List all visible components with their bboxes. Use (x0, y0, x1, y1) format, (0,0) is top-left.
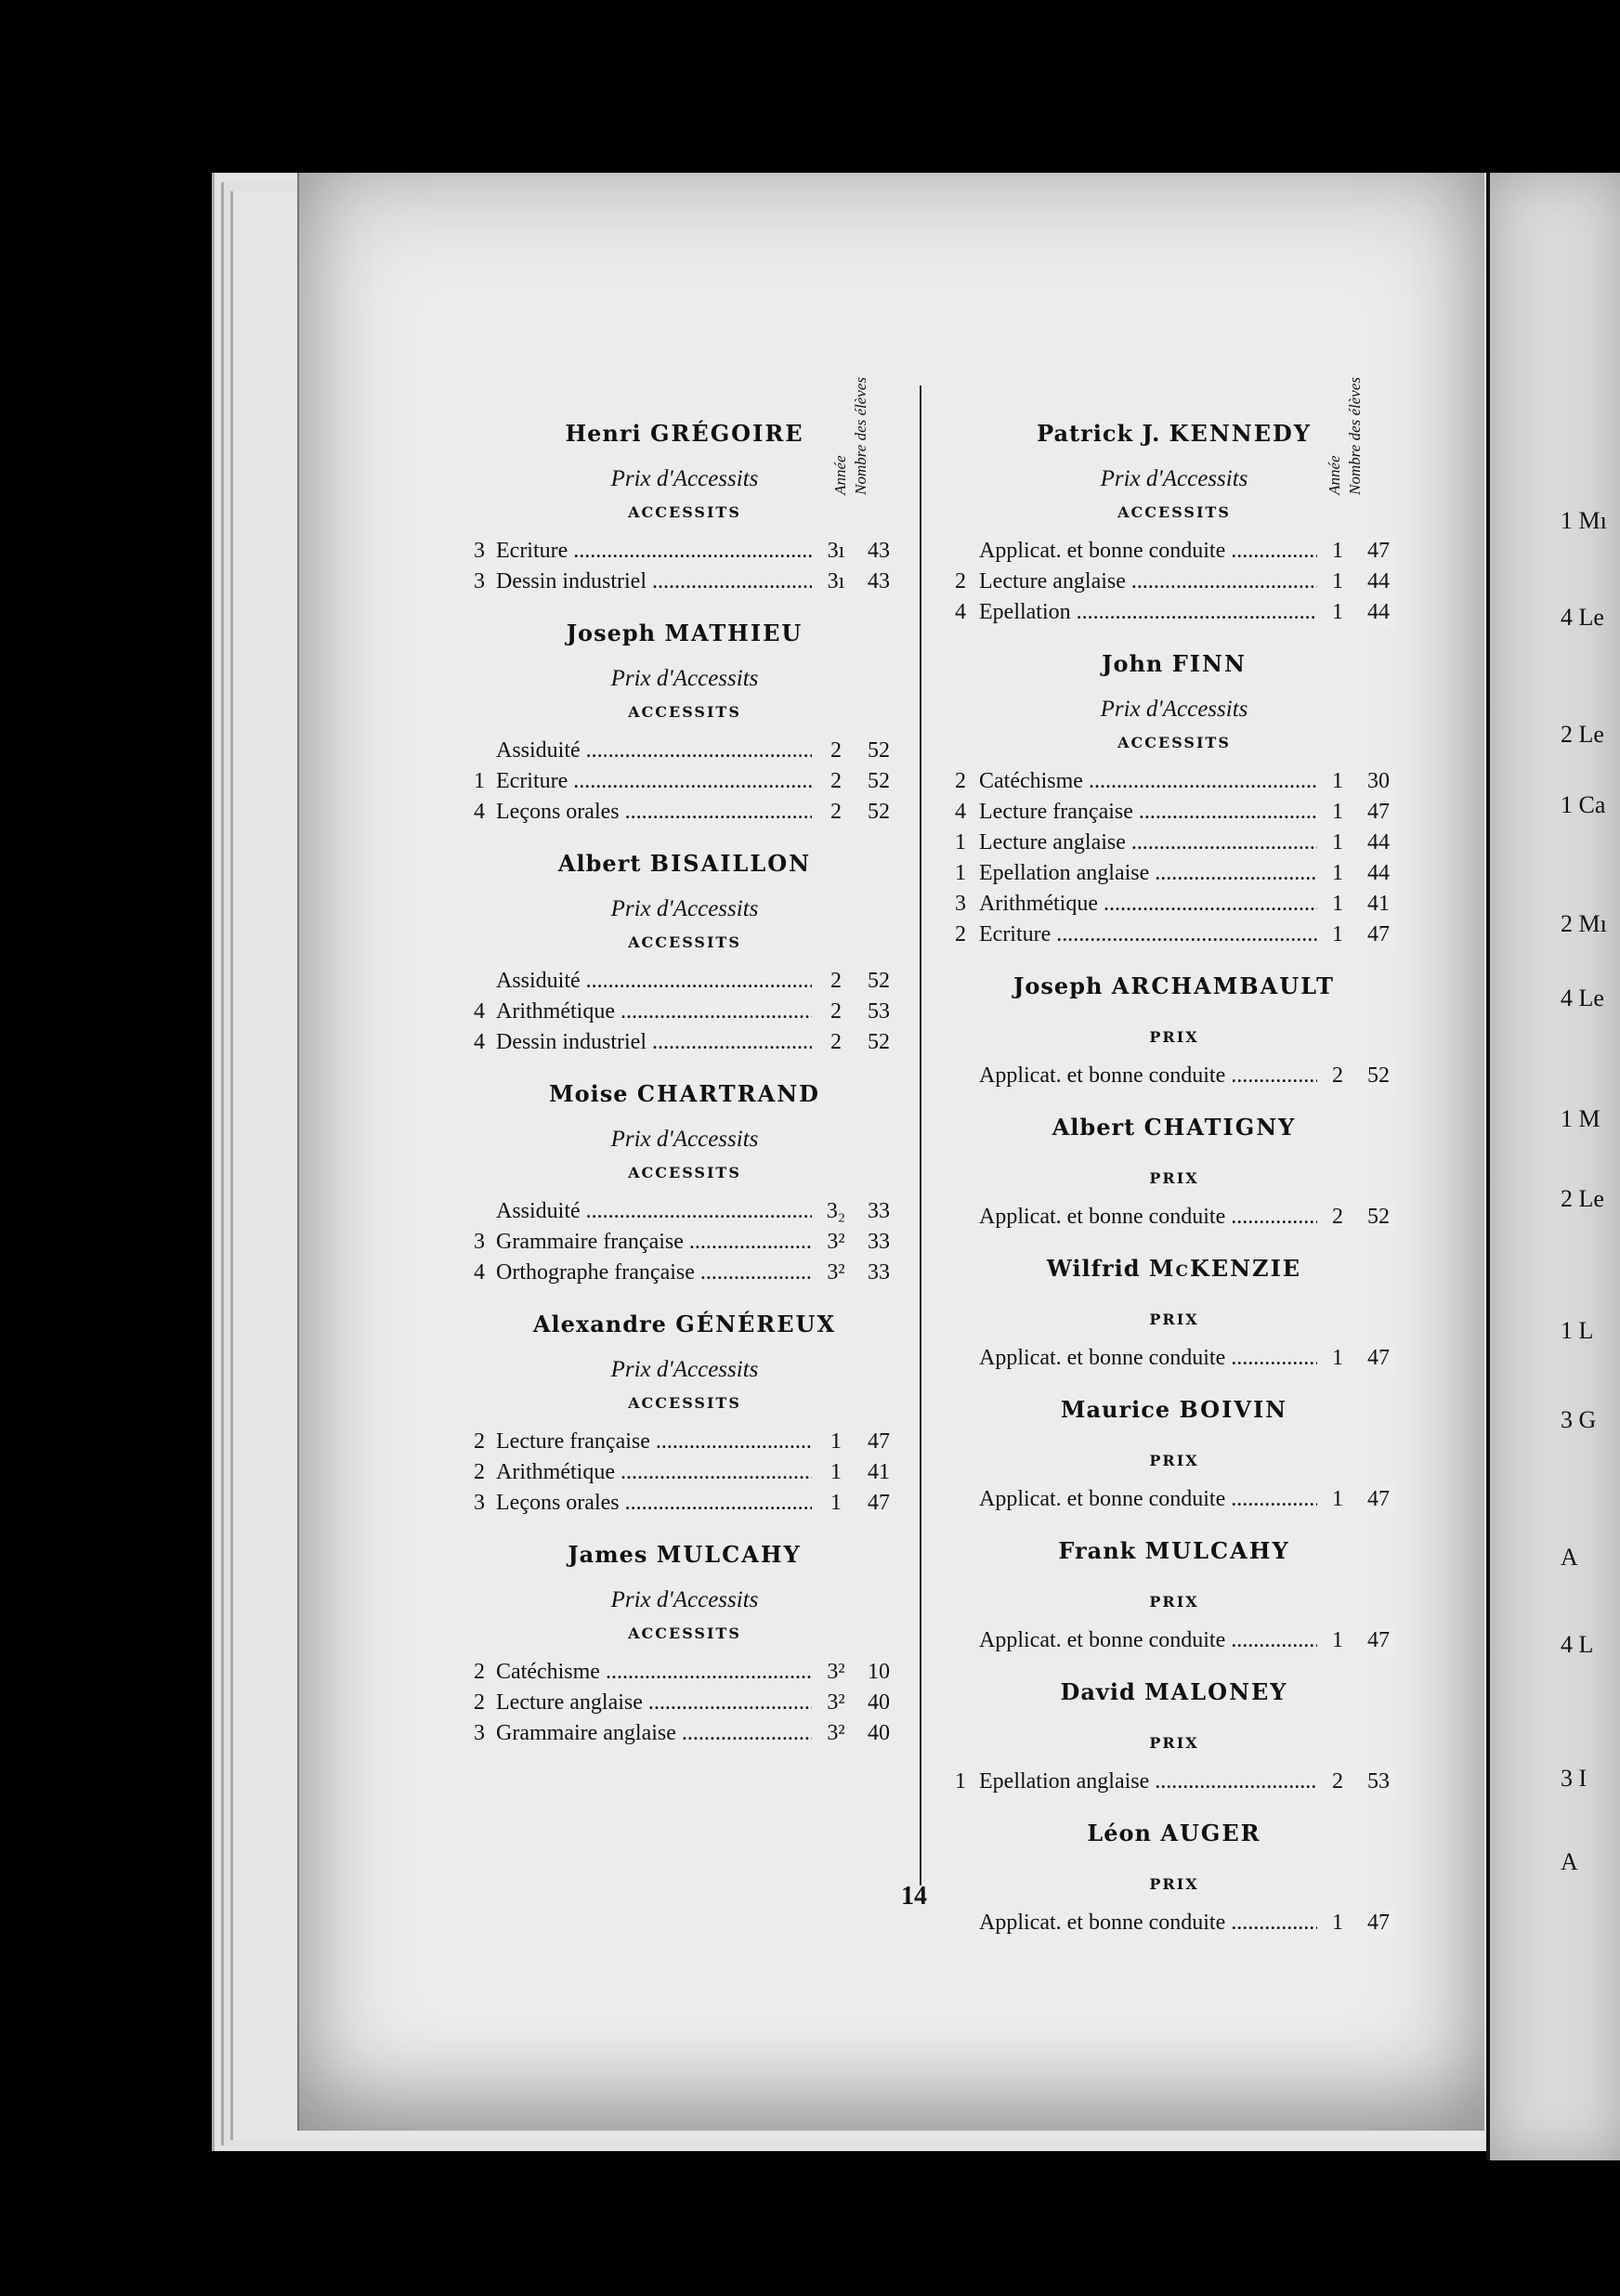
year-value: 1 (1326, 1484, 1349, 1515)
award-row (463, 1718, 907, 1749)
adjacent-page-text: 3 G (1561, 1406, 1597, 1433)
count-value: 33 (860, 1227, 897, 1258)
subject-text: Ecriture (496, 539, 568, 563)
student-last-name: ARCHAMBAULT (1111, 972, 1335, 999)
subject (496, 567, 812, 597)
rank: 2 (474, 1690, 485, 1715)
subject-text: Lecture française (979, 800, 1133, 824)
subject (979, 597, 1317, 628)
subject (496, 736, 812, 766)
count-value: 33 (860, 1196, 897, 1227)
award-row (463, 797, 907, 828)
subject-text: Applicat. et bonne conduite (979, 1205, 1226, 1229)
count-column-header: Nombre des élèves (1346, 377, 1364, 495)
subject (979, 828, 1317, 858)
year-value: 2 (825, 797, 847, 828)
year-value: 3² (825, 1657, 847, 1688)
count-value: 40 (860, 1688, 897, 1718)
count-value: 52 (860, 1027, 897, 1058)
rank: 2 (955, 569, 966, 594)
rank: 1 (955, 830, 966, 854)
student-heading (463, 1299, 907, 1355)
adjacent-page-text: 3 I (1561, 1765, 1587, 1792)
section-label: ACCESSITS (628, 1164, 741, 1181)
award-row (947, 858, 1401, 889)
year-value: 3² (825, 1258, 847, 1288)
section-label: ACCESSITS (628, 1624, 741, 1642)
count-value: 53 (1360, 1767, 1397, 1797)
student-last-name: FINN (1171, 650, 1247, 677)
student-heading (947, 1526, 1401, 1582)
count-value: 47 (1360, 1625, 1397, 1656)
student-heading (947, 1244, 1401, 1299)
adjacent-page-edge (1486, 173, 1620, 2160)
year-value: 3² (825, 1227, 847, 1258)
student-name (463, 1080, 907, 1107)
column-headers (832, 377, 890, 495)
award-row (947, 597, 1401, 628)
subject (496, 1657, 812, 1688)
student-first-name: Albert (1052, 1114, 1136, 1141)
subject-text: Assiduité (496, 738, 581, 763)
student-first-name: Henri (565, 420, 642, 447)
year-value: 1 (825, 1488, 847, 1519)
adjacent-page-text: A (1561, 1544, 1578, 1571)
year-value: 2 (1326, 1202, 1349, 1233)
subject (979, 536, 1317, 567)
year-value: 1 (1326, 766, 1349, 797)
student-last-name: AUGER (1160, 1820, 1261, 1846)
student-heading (947, 639, 1401, 695)
award-row (463, 1457, 907, 1488)
year-value: 1 (1326, 567, 1349, 597)
student-first-name: John (1102, 650, 1164, 677)
rank: 1 (955, 861, 966, 885)
award-row (947, 1767, 1401, 1797)
adjacent-page-text: 4 L (1561, 1631, 1594, 1658)
student-name (947, 650, 1401, 677)
rank: 2 (955, 922, 966, 946)
count-value: 52 (1360, 1202, 1397, 1233)
prize-title: Prix d'Accessits (1100, 466, 1248, 491)
student-heading (463, 839, 907, 894)
subject (979, 1484, 1317, 1515)
section-label: ACCESSITS (1117, 734, 1231, 751)
prize-title: Prix d'Accessits (610, 1587, 759, 1612)
subject (979, 567, 1317, 597)
rank: 2 (474, 1460, 485, 1484)
year-value: 1 (1326, 597, 1349, 628)
student-last-name: BISAILLON (649, 850, 812, 877)
count-value: 52 (860, 966, 897, 997)
year-value: 1 (1326, 1908, 1349, 1938)
year-column-header: Année (831, 455, 849, 495)
rank: 3 (474, 539, 485, 563)
award-row (463, 1027, 907, 1058)
adjacent-page-text: 1 M (1561, 1105, 1600, 1132)
subject (496, 1427, 812, 1457)
student-last-name: BOIVIN (1179, 1396, 1288, 1423)
count-value: 40 (860, 1718, 897, 1749)
year-value: 3ı (825, 536, 847, 567)
rank: 2 (955, 769, 966, 793)
award-row (947, 1061, 1401, 1091)
year-value: 1 (1326, 828, 1349, 858)
award-row (463, 1427, 907, 1457)
count-value: 52 (860, 766, 897, 797)
year-value: 3² (825, 1718, 847, 1749)
section-label: PRIX (1149, 1452, 1199, 1469)
student-name (463, 1311, 907, 1337)
award-row (947, 1343, 1401, 1374)
student-last-name: MALONEY (1144, 1678, 1288, 1705)
year-value: 1 (825, 1457, 847, 1488)
subject-text: Catéchisme (496, 1660, 600, 1684)
year-value: 2 (825, 997, 847, 1027)
award-row (947, 1908, 1401, 1938)
award-row (463, 1227, 907, 1258)
year-value: 2 (1326, 1061, 1349, 1091)
subject (496, 997, 812, 1027)
count-value: 47 (1360, 536, 1397, 567)
subject (496, 766, 812, 797)
award-row (947, 828, 1401, 858)
year-value: 2 (825, 736, 847, 766)
award-row (947, 536, 1401, 567)
count-value: 30 (1360, 766, 1397, 797)
award-row (463, 567, 907, 597)
award-row (947, 1484, 1401, 1515)
count-value: 47 (860, 1427, 897, 1457)
student-name (947, 1820, 1401, 1846)
student-name (947, 1678, 1401, 1705)
count-value: 44 (1360, 567, 1397, 597)
section-label: ACCESSITS (1117, 503, 1231, 521)
subject (496, 536, 812, 567)
year-value: 1 (1326, 1343, 1349, 1374)
page-number: 14 (901, 1882, 927, 1911)
subject (979, 766, 1317, 797)
student-last-name: GRÉGOIRE (649, 420, 804, 447)
prize-title: Prix d'Accessits (610, 896, 759, 921)
student-heading (947, 1102, 1401, 1158)
count-value: 44 (1360, 828, 1397, 858)
right-column (947, 377, 1401, 1938)
student-name (947, 1396, 1401, 1423)
student-name (463, 1541, 907, 1568)
count-value: 52 (860, 736, 897, 766)
adjacent-page-text: A (1561, 1848, 1578, 1875)
subject-text: Applicat. et bonne conduite (979, 1487, 1226, 1511)
rank: 3 (474, 569, 485, 594)
year-value: 1 (1326, 920, 1349, 950)
student-first-name: Albert (557, 850, 642, 877)
count-column-header: Nombre des élèves (852, 377, 869, 495)
count-value: 33 (860, 1258, 897, 1288)
subject-text: Catéchisme (979, 769, 1083, 793)
count-value: 44 (1360, 858, 1397, 889)
subject (496, 966, 812, 997)
student-first-name: Maurice (1060, 1396, 1171, 1423)
student-last-name: McKENZIE (1148, 1255, 1302, 1282)
award-row (463, 1488, 907, 1519)
section-label: ACCESSITS (628, 503, 741, 521)
adjacent-page-text: 2 Le (1561, 1185, 1604, 1212)
student-name (947, 972, 1401, 999)
year-value: 1 (1326, 889, 1349, 920)
subject-text: Applicat. et bonne conduite (979, 539, 1226, 563)
prize-title: Prix d'Accessits (610, 666, 759, 691)
year-value: 2 (1326, 1767, 1349, 1797)
count-value: 43 (860, 536, 897, 567)
subject-text: Assiduité (496, 1199, 581, 1223)
left-column (463, 377, 907, 1749)
prize-title: Prix d'Accessits (610, 1357, 759, 1382)
section-label: PRIX (1149, 1028, 1199, 1046)
student-name (947, 1114, 1401, 1141)
subject-text: Grammaire française (496, 1230, 684, 1254)
student-heading (947, 1385, 1401, 1441)
subject-text: Arithmétique (979, 892, 1098, 916)
count-value: 53 (860, 997, 897, 1027)
count-value: 47 (1360, 1484, 1397, 1515)
year-value: 2 (825, 766, 847, 797)
count-value: 52 (1360, 1061, 1397, 1091)
subject-text: Epellation anglaise (979, 861, 1150, 885)
subject-text: Applicat. et bonne conduite (979, 1346, 1226, 1370)
award-row (463, 1657, 907, 1688)
student-heading (463, 1530, 907, 1585)
student-heading (947, 961, 1401, 1017)
subject (979, 920, 1317, 950)
student-first-name: Léon (1087, 1820, 1152, 1846)
section-label: PRIX (1149, 1875, 1199, 1893)
award-row (947, 920, 1401, 950)
year-value: 2 (825, 1027, 847, 1058)
section-label: PRIX (1149, 1593, 1199, 1611)
subject-text: Epellation (979, 600, 1071, 624)
year-value: 1 (1326, 797, 1349, 828)
adjacent-page-text: 4 Le (1561, 985, 1604, 1011)
subject-text: Applicat. et bonne conduite (979, 1628, 1226, 1652)
adjacent-page-text: 2 Le (1561, 721, 1604, 748)
student-first-name: Joseph (1013, 972, 1104, 999)
award-row (463, 966, 907, 997)
student-last-name: KENNEDY (1169, 420, 1312, 447)
subject (979, 1061, 1317, 1091)
student-first-name: Frank (1058, 1537, 1137, 1564)
award-row (463, 1196, 907, 1227)
subject-text: Epellation anglaise (979, 1769, 1150, 1794)
award-row (463, 766, 907, 797)
rank: 4 (474, 999, 485, 1024)
prize-title: Prix d'Accessits (610, 466, 759, 491)
count-value: 47 (1360, 1908, 1397, 1938)
student-name (463, 850, 907, 877)
award-row (463, 1258, 907, 1288)
rank: 3 (474, 1491, 485, 1515)
subject-text: Leçons orales (496, 800, 620, 824)
section-label: ACCESSITS (628, 703, 741, 721)
adjacent-page-text: 4 Le (1561, 604, 1604, 631)
subject-text: Applicat. et bonne conduite (979, 1911, 1226, 1935)
section-label: PRIX (1149, 1311, 1199, 1328)
student-last-name: MATHIEU (664, 620, 803, 646)
subject (496, 1227, 812, 1258)
student-heading (463, 1069, 907, 1125)
student-last-name: CHATIGNY (1143, 1114, 1297, 1141)
count-value: 43 (860, 567, 897, 597)
subject (496, 797, 812, 828)
rank: 4 (955, 600, 966, 624)
subject (496, 1258, 812, 1288)
subject-text: Orthographe française (496, 1260, 695, 1285)
student-first-name: David (1060, 1678, 1136, 1705)
count-value: 47 (1360, 1343, 1397, 1374)
rank: 4 (474, 800, 485, 824)
student-first-name: Alexandre (532, 1311, 667, 1337)
student-heading (947, 1808, 1401, 1864)
rank: 4 (474, 1030, 485, 1054)
subject (496, 1718, 812, 1749)
subject-text: Ecriture (496, 769, 568, 793)
prize-title: Prix d'Accessits (610, 1127, 759, 1152)
year-value: 1 (1326, 858, 1349, 889)
award-row (947, 1202, 1401, 1233)
award-row (947, 567, 1401, 597)
year-column-header: Année (1326, 455, 1343, 495)
student-first-name: Joseph (566, 620, 657, 646)
subject (979, 797, 1317, 828)
year-value: 3₂ (825, 1196, 847, 1227)
rank: 2 (474, 1429, 485, 1454)
subject-text: Ecriture (979, 922, 1052, 946)
subject (979, 1343, 1317, 1374)
subject-text: Applicat. et bonne conduite (979, 1063, 1226, 1088)
student-last-name: GÉNÉREUX (675, 1311, 837, 1337)
year-value: 3ı (825, 567, 847, 597)
section-label: ACCESSITS (628, 1394, 741, 1412)
subject-text: Dessin industriel (496, 1030, 647, 1054)
subject-text: Leçons orales (496, 1491, 620, 1515)
column-headers (1326, 377, 1384, 495)
student-heading (947, 1667, 1401, 1723)
count-value: 41 (860, 1457, 897, 1488)
student-last-name: MULCAHY (1144, 1537, 1290, 1564)
rank: 3 (955, 892, 966, 916)
student-last-name: MULCAHY (656, 1541, 802, 1568)
rank: 1 (474, 769, 485, 793)
rank: 3 (474, 1230, 485, 1254)
adjacent-page-text: 1 Ca (1561, 791, 1606, 818)
award-row (947, 797, 1401, 828)
subject (979, 1908, 1317, 1938)
section-label: PRIX (1149, 1169, 1199, 1187)
count-value: 10 (860, 1657, 897, 1688)
count-value: 41 (1360, 889, 1397, 920)
year-value: 1 (825, 1427, 847, 1457)
subject (496, 1488, 812, 1519)
year-value: 2 (825, 966, 847, 997)
award-row (947, 766, 1401, 797)
award-row (463, 1688, 907, 1718)
subject-text: Dessin industriel (496, 569, 647, 594)
adjacent-page-text: 1 Mı (1561, 507, 1607, 534)
subject (979, 858, 1317, 889)
prize-title: Prix d'Accessits (1100, 697, 1248, 722)
year-value: 1 (1326, 1625, 1349, 1656)
subject (496, 1027, 812, 1058)
student-name (947, 1537, 1401, 1564)
award-row (463, 736, 907, 766)
subject-text: Arithmétique (496, 999, 615, 1024)
adjacent-page-text: 2 Mı (1561, 910, 1607, 937)
subject-text: Lecture anglaise (496, 1690, 643, 1715)
subject (496, 1196, 812, 1227)
subject-text: Lecture anglaise (979, 569, 1126, 594)
student-heading (463, 608, 907, 664)
subject-text: Lecture anglaise (979, 830, 1126, 854)
student-first-name: James (568, 1541, 648, 1568)
column-divider (920, 385, 921, 1885)
subject (979, 1625, 1317, 1656)
student-name (463, 620, 907, 646)
award-row (463, 997, 907, 1027)
award-row (947, 1625, 1401, 1656)
section-label: PRIX (1149, 1734, 1199, 1752)
subject-text: Assiduité (496, 969, 581, 993)
student-first-name: Moise (549, 1080, 629, 1107)
rank: 1 (955, 1769, 966, 1794)
subject-text: Arithmétique (496, 1460, 615, 1484)
student-first-name: Wilfrid (1046, 1255, 1141, 1282)
student-last-name: CHARTRAND (636, 1080, 820, 1107)
student-name (947, 1255, 1401, 1282)
rank: 3 (474, 1721, 485, 1745)
count-value: 52 (860, 797, 897, 828)
count-value: 44 (1360, 597, 1397, 628)
count-value: 47 (1360, 797, 1397, 828)
subject (979, 1202, 1317, 1233)
subject (979, 1767, 1317, 1797)
rank: 4 (474, 1260, 485, 1285)
subject-text: Lecture française (496, 1429, 650, 1454)
count-value: 47 (1360, 920, 1397, 950)
subject (496, 1688, 812, 1718)
rank: 2 (474, 1660, 485, 1684)
count-value: 47 (860, 1488, 897, 1519)
rank: 4 (955, 800, 966, 824)
adjacent-page-text: 1 L (1561, 1317, 1594, 1344)
year-value: 1 (1326, 536, 1349, 567)
student-first-name: Patrick J. (1037, 420, 1161, 447)
subject (496, 1457, 812, 1488)
subject (979, 889, 1317, 920)
subject-text: Grammaire anglaise (496, 1721, 676, 1745)
award-row (947, 889, 1401, 920)
award-row (463, 536, 907, 567)
section-label: ACCESSITS (628, 933, 741, 951)
year-value: 3² (825, 1688, 847, 1718)
